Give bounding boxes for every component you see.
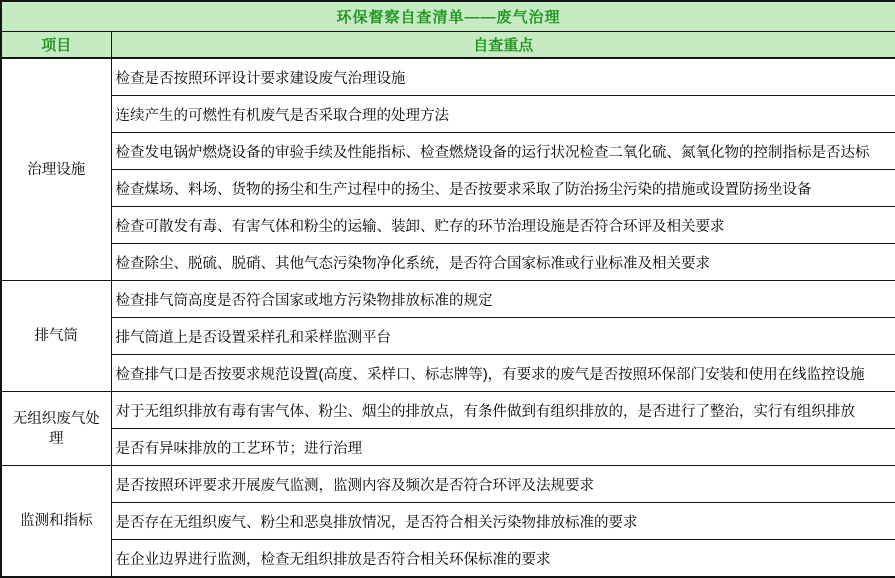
table-row — [1, 318, 895, 355]
table-row — [1, 281, 895, 318]
focus-item-cell: 是否存在无组织废气、粉尘和恶臭排放情况，是否符合相关污染物排放标准的要求 — [111, 503, 895, 540]
focus-item-cell: 检查发电锅炉燃烧设备的审验手续及性能指标、检查燃烧设备的运行状况检查二氧化硫、氮氧化物的控制指标是否达标 — [111, 133, 895, 170]
category-cell: 监测和指标 — [1, 466, 111, 578]
focus-item-cell: 在企业边界进行监测，检查无组织排放是否符合相关环保标准的要求 — [111, 540, 895, 578]
table-row — [1, 355, 895, 392]
focus-item-cell: 对于无组织排放有毒有害气体、粉尘、烟尘的排放点，有条件做到有组织排放的，是否进行了整治，实行有组织排放 — [111, 392, 895, 429]
category-cell: 排气筒 — [1, 281, 111, 392]
focus-item-cell: 是否有异味排放的工艺环节；进行治理 — [111, 429, 895, 466]
column-header-focus: 自查重点 — [111, 32, 895, 59]
table-row — [1, 207, 895, 244]
table-row — [1, 540, 895, 578]
focus-item-cell: 检查排气筒高度是否符合国家或地方污染物排放标准的规定 — [111, 281, 895, 318]
category-cell: 治理设施 — [1, 58, 111, 281]
page-title: 环保督察自查清单——废气治理 — [1, 1, 895, 32]
focus-item-cell: 检查排气口是否按要求规范设置(高度、采样口、标志牌等)，有要求的废气是否按照环保部门安装和使用在线监控设施 — [111, 355, 895, 392]
focus-item-cell: 是否按照环评要求开展废气监测，监测内容及频次是否符合环评及法规要求 — [111, 466, 895, 503]
table-row — [1, 392, 895, 429]
column-header-row — [1, 32, 895, 59]
focus-item-cell: 检查煤场、料场、货物的扬尘和生产过程中的扬尘、是否按要求采取了防治扬尘污染的措施或设置防扬坐设备 — [111, 170, 895, 207]
table-row — [1, 96, 895, 133]
category-cell: 无组织废气处理 — [1, 392, 111, 466]
table-body — [1, 58, 895, 577]
table-row — [1, 58, 895, 96]
table-row — [1, 466, 895, 503]
focus-item-cell: 检查是否按照环评设计要求建设废气治理设施 — [111, 58, 895, 96]
table-row — [1, 133, 895, 170]
table-row — [1, 170, 895, 207]
focus-item-cell: 检查除尘、脱硫、脱硝、其他气态污染物净化系统，是否符合国家标准或行业标准及相关要求 — [111, 244, 895, 281]
table-row — [1, 244, 895, 281]
focus-item-cell: 排气筒道上是否设置采样孔和采样监测平台 — [111, 318, 895, 355]
title-row — [1, 1, 895, 32]
table-row — [1, 503, 895, 540]
table-row — [1, 429, 895, 466]
focus-item-cell: 连续产生的可燃性有机废气是否采取合理的处理方法 — [111, 96, 895, 133]
column-header-project: 项目 — [1, 32, 111, 59]
focus-item-cell: 检查可散发有毒、有害气体和粉尘的运输、装卸、贮存的环节治理设施是否符合环评及相关要求 — [111, 207, 895, 244]
